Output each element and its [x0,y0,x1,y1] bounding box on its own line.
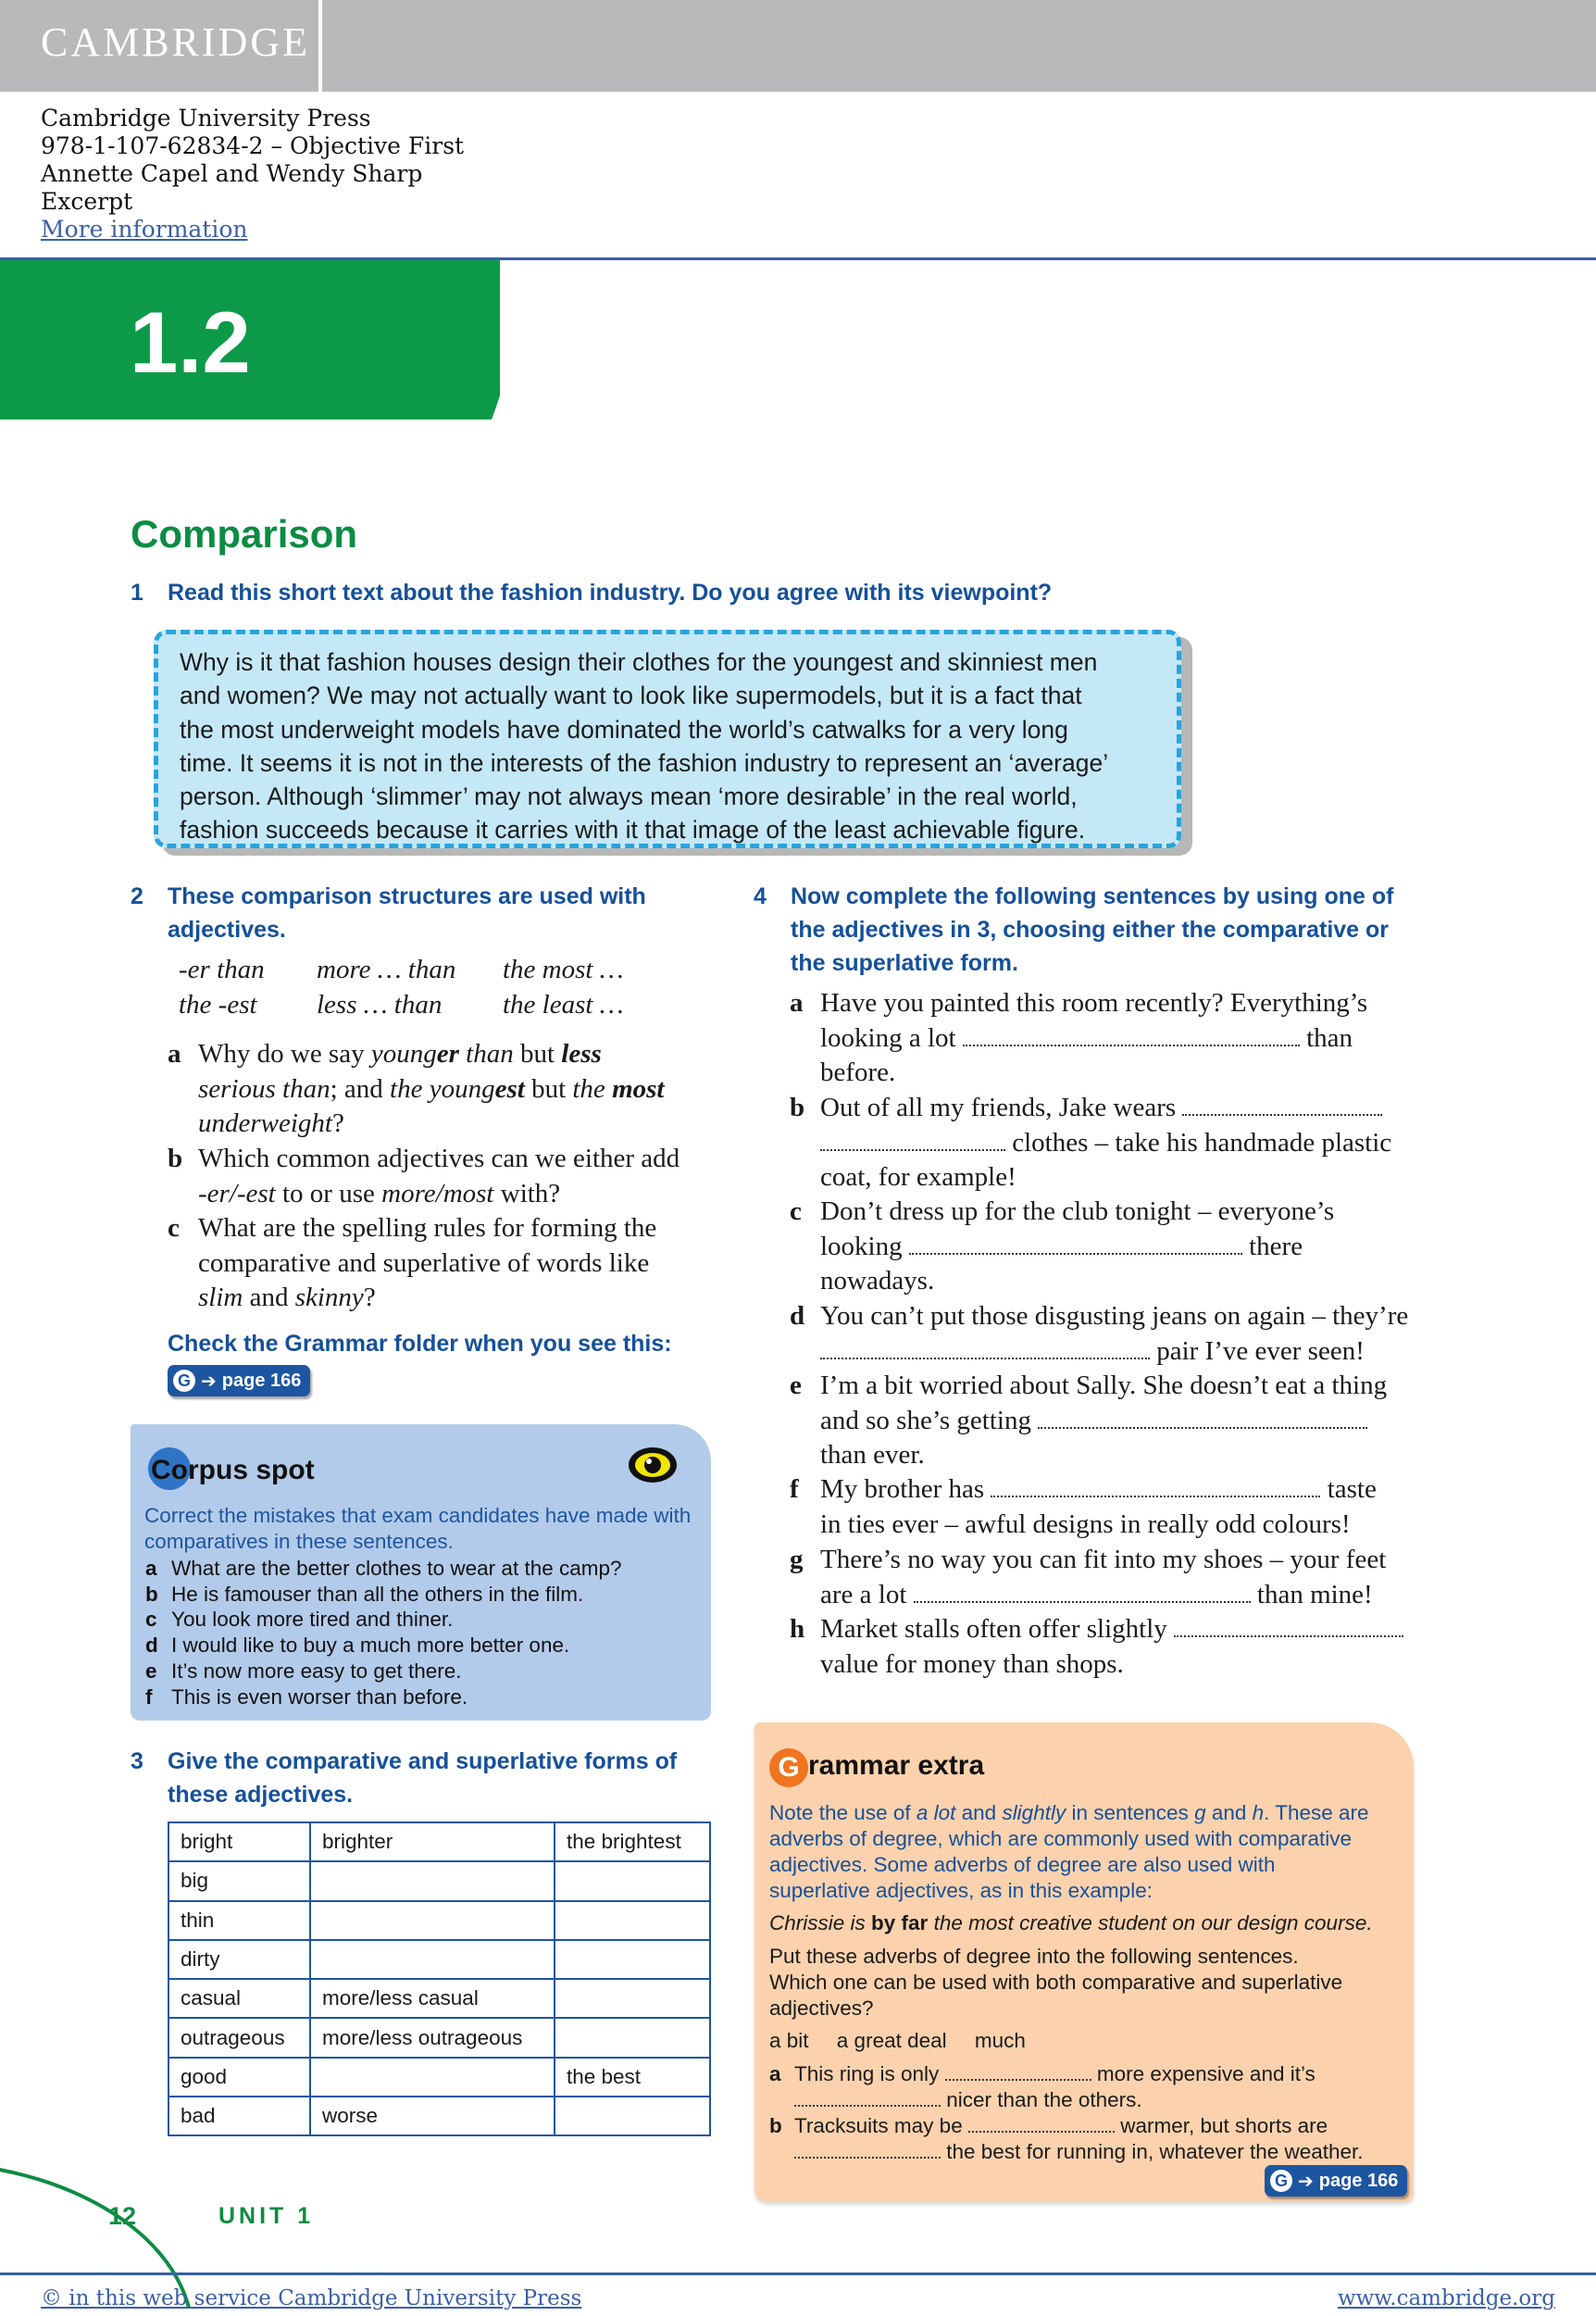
structure: the -est [179,990,257,1020]
q4-item-d: d You can’t put those disgusting jeans on again – they’re pair I’ve ever seen! [790,1301,1409,1366]
q2-item-c: c What are the spelling rules for forming the comparative and superlative of words like slim and skinny? [168,1213,657,1312]
passage-line: Why is it that fashion houses design their clothes for the youngest and skinniest men [180,648,1098,676]
item-letter: c [168,1213,180,1243]
question-number: 3 [131,1748,143,1774]
answer-blank[interactable] [968,2116,1115,2133]
question-prompt: These comparison structures are used with [168,883,646,909]
question-4 [754,880,1394,980]
table-cell[interactable]: more/less outrageous [310,2018,555,2057]
grammar-extra-item-a: a This ring is only more expensive and it’s nicer than the others. [769,2062,1315,2111]
answer-blank[interactable] [963,1026,1300,1046]
table-cell[interactable] [310,1861,555,1900]
publisher: Cambridge University Press [41,105,371,131]
question-prompt: the adjectives in 3, choosing either the comparative or [791,917,1390,943]
table-cell[interactable] [555,1901,710,1940]
table-cell[interactable]: brighter [310,1822,555,1861]
grammar-extra-example: Chrissie is by far the most creative student on our design course. [769,1911,1373,1934]
question-prompt: the superlative form. [791,950,1018,976]
q4-item-e: e I’m a bit worried about Sally. She doesn’t eat a thing and so she’s getting than ever. [790,1371,1388,1470]
q4-item-g: g There’s no way you can fit into my shoes – your feet are a lot than mine! [790,1545,1387,1609]
q4-item-h: h Market stalls often offer slightly value for money than shops. [820,1612,1450,1682]
passage-line: person. Although ‘slimmer’ may not always mean ‘more desirable’ in the real world, [180,782,1078,811]
website-link[interactable]: www.cambridge.org [1337,2286,1555,2310]
list-item: f This is even worser than before. [145,1684,468,1709]
reading-passage [154,630,1181,848]
adjective-forms-table [168,1822,711,2136]
table-row [168,1901,710,1940]
question-prompt: Read this short text about the fashion industry. Do you agree with its viewpoint? [168,580,1053,606]
grammar-folder-badge[interactable] [168,1365,310,1396]
item-letter: f [790,1474,799,1504]
unit-label: UNIT 1 [218,2203,315,2229]
item-letter: h [790,1614,805,1644]
isbn-title: 978-1-107-62834-2 – Objective First [41,132,465,159]
passage-line: and women? We may not actually want to look like supermodels, but it is a fact that [180,682,1082,710]
table-cell: outrageous [168,2018,310,2057]
answer-blank[interactable] [1182,1095,1382,1116]
table-row [168,2018,710,2057]
grammar-g-icon: G [769,1748,808,1787]
table-cell[interactable] [555,2097,710,2135]
structure: the most … [503,955,624,984]
table-cell[interactable] [310,1940,555,1979]
table-cell: casual [168,1979,310,2018]
question-2 [131,880,646,946]
authors: Annette Capel and Wendy Sharp [41,160,423,187]
adverb-option: much [974,2029,1026,2052]
grammar-extra-instructions: Put these adverbs of degree into the following sentences. Which one can be used with both comparative and superlative adjectives? [769,1945,1343,2020]
list-item: e It’s now more easy to get there. [145,1659,462,1683]
item-letter: c [790,1196,802,1226]
answer-blank[interactable] [820,1339,1150,1359]
answer-blank[interactable] [914,1583,1251,1603]
table-row [168,1940,710,1979]
arrow-icon: ➔ [201,1371,217,1392]
table-row [168,1979,710,2018]
item-letter: d [790,1301,805,1331]
footer-divider-line [0,2272,1596,2275]
item-letter: a [168,1039,181,1069]
corpus-spot-list [145,1556,622,1709]
question-prompt: adjectives. [168,917,286,943]
q4-item-c: c Don’t dress up for the club tonight – everyone’s looking there nowadays. [790,1196,1335,1296]
more-information-link[interactable]: More information [41,216,248,243]
item-letter: e [790,1371,802,1400]
table-cell[interactable] [555,2018,710,2057]
table-row [168,1861,710,1900]
q4-item-a: a Have you painted this room recently? Everything’s looking a lot than before. [790,988,1368,1087]
cambridge-logo: CAMBRIDGE [41,19,311,65]
table-cell[interactable] [555,1861,710,1900]
list-item: c You look more tired and thiner. [145,1608,454,1632]
grammar-extra-title: rammar extra [808,1750,985,1781]
list-item: d I would like to buy a much more better one. [145,1634,570,1658]
table-row [168,2097,710,2135]
answer-blank[interactable] [945,2064,1091,2081]
adverb-options [769,2028,1399,2054]
table-cell[interactable]: the brightest [555,1822,710,1861]
adverb-option: a great deal [836,2029,947,2052]
answer-blank[interactable] [794,2142,941,2159]
eye-icon [626,1445,680,1485]
question-prompt: Now complete the following sentences by using one of [791,883,1394,909]
header-divider [318,0,322,92]
list-item: b He is famouser than all the others in the film. [145,1582,584,1606]
question-prompt: these adjectives. [168,1782,354,1808]
table-cell: thin [168,1901,310,1940]
question-number: 1 [131,580,143,606]
adverb-option: a bit [769,2029,809,2052]
structure: more … than [317,955,456,984]
grammar-g-icon: G [1270,2170,1292,2192]
table-cell: big [168,1861,310,1900]
excerpt-label: Excerpt [41,188,133,215]
answer-blank[interactable] [1038,1408,1367,1429]
item-letter: b [790,1093,805,1122]
table-cell[interactable] [310,1901,555,1940]
item-letter: a [790,988,804,1018]
table-cell[interactable]: worse [310,2097,555,2135]
question-1 [131,576,1053,609]
table-cell: bad [168,2097,310,2135]
page-reference: page 166 [1318,2170,1399,2191]
passage-line: time. It seems it is not in the interests of the fashion industry to represent an ‘average’ [180,748,1109,777]
question-number: 2 [131,883,143,909]
grammar-extra-note: Note the use of a lot and slightly in sentences g and h. These are adverbs of degree, which are commonly used with comparative adjectives. Some adverbs of degree are also used with superlative adjectives, as in this example: [769,1801,1369,1902]
structure: less … than [317,990,443,1020]
table-cell: good [168,2058,310,2097]
table-row [168,2058,710,2097]
page-reference: page 166 [221,1370,302,1391]
q4-item-b: b Out of all my friends, Jake wears clothes – take his handmade plastic coat, for example! [790,1093,1392,1192]
passage-line: the most underweight models have dominated the world’s catwalks for a very long [180,715,1068,744]
arrow-icon: ➔ [1298,2171,1314,2192]
section-number: 1.2 [130,294,251,391]
item-letter: g [790,1545,804,1574]
q4-item-f: f My brother has taste in ties ever – awful designs in really odd colours! [790,1474,1377,1539]
corpus-spot-intro: Correct the mistakes that exam candidates have made with comparatives in these sentences. [144,1504,692,1553]
question-number: 4 [754,883,767,909]
question-3 [131,1745,678,1811]
passage-line: fashion succeeds because it carries with it that image of the least achievable figure. [180,816,1086,845]
item-letter: b [168,1144,183,1173]
corpus-spot-title: Corpus spot [151,1455,315,1485]
page-number: 12 [108,2202,137,2230]
table-cell[interactable]: the best [555,2058,710,2097]
structure: the least … [503,990,624,1020]
table-cell[interactable] [555,1940,710,1979]
q2-item-b: b Which common adjectives can we either add -er/-est to or use more/most with? [168,1144,680,1208]
table-cell[interactable]: more/less casual [310,1979,555,2018]
list-item: a What are the better clothes to wear at the camp? [145,1557,622,1580]
grammar-folder-note: Check the Grammar folder when you see this: [168,1331,672,1357]
answer-blank[interactable] [794,2090,941,2107]
answer-blank[interactable] [909,1234,1242,1255]
q2-item-a: a Why do we say younger than but less serious than; and the youngest but the most underweight? [168,1039,665,1138]
copyright-link[interactable]: © in this web service Cambridge University Press [41,2286,582,2310]
table-cell: dirty [168,1940,310,1979]
table-cell[interactable] [555,1979,710,2018]
question-prompt: Give the comparative and superlative forms of [168,1748,678,1774]
answer-blank[interactable] [1174,1617,1403,1637]
answer-blank[interactable] [991,1477,1320,1497]
answer-blank[interactable] [820,1131,1005,1151]
table-row [168,1822,710,1861]
structure: -er than [179,955,265,984]
grammar-extra-item-b: b Tracksuits may be warmer, but shorts are the best for running in, whatever the weather. [769,2114,1364,2163]
page-title: Comparison [131,512,358,556]
book-metadata [41,105,464,244]
table-cell: bright [168,1822,310,1861]
table-cell[interactable] [310,2058,555,2097]
grammar-g-icon: G [173,1370,195,1392]
grammar-folder-badge[interactable] [1265,2165,1407,2197]
